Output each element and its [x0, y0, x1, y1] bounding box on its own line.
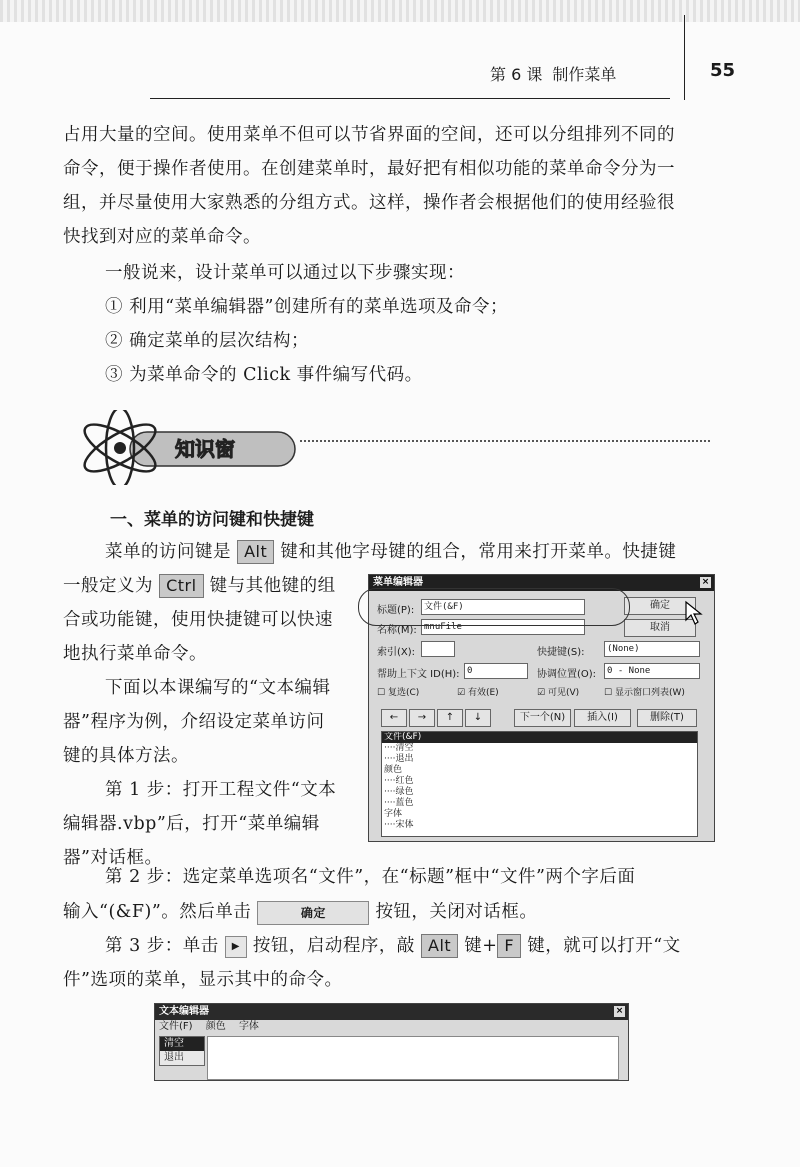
paragraph-line: 占用大量的空间。使用菜单不但可以节省界面的空间，还可以分组排列不同的 — [63, 125, 675, 145]
text-fragment: 键+ — [464, 936, 498, 956]
text-fragment: 键，就可以打开“文 — [527, 936, 681, 956]
list-item[interactable]: 文件(&F) — [382, 732, 697, 743]
caption-highlight-outline — [358, 588, 630, 626]
cursor-arrow-icon — [684, 600, 704, 626]
window-title: 文本编辑器 — [159, 1006, 209, 1017]
caption-input[interactable]: 文件(&F) — [421, 599, 585, 615]
menu-item-clear[interactable]: 清空 — [160, 1037, 204, 1051]
paragraph-line: 第 1 步：打开工程文件“文本 — [105, 780, 337, 800]
header-vertical-rule — [684, 15, 685, 100]
paragraph-line: 器”程序为例，介绍设定菜单访问 — [63, 712, 325, 732]
negotiate-label: 协调位置(O): — [537, 669, 597, 680]
text-editor-window — [154, 1003, 629, 1081]
text-fragment: 菜单的访问键是 — [105, 542, 231, 562]
checkbox-label: 显示窗口列表(W) — [614, 688, 685, 698]
arrow-right-button[interactable]: → — [409, 709, 435, 727]
delete-button[interactable]: 删除(T) — [637, 709, 697, 727]
text-fragment: 键与其他键的组 — [209, 576, 336, 596]
list-item[interactable]: ····清空 — [384, 743, 414, 753]
window-titlebar — [155, 1004, 628, 1020]
lesson-number: 第 6 课 — [490, 65, 543, 84]
checked-checkbox[interactable]: ☐ 复选(C) — [377, 688, 420, 698]
header-rule — [150, 98, 670, 99]
paragraph-line — [63, 895, 537, 929]
page-number: 55 — [710, 60, 736, 81]
alt-key-image: Alt — [421, 934, 458, 958]
paragraph-line: 组，并尽量使用大家熟悉的分组方式。这样，操作者会根据他们的使用经验很 — [63, 193, 675, 213]
badge-label: 知识窗 — [175, 437, 235, 461]
help-context-input[interactable]: 0 — [464, 663, 528, 679]
step-item: ① 利用“菜单编辑器”创建所有的菜单选项及命令； — [105, 297, 508, 317]
shortcut-select[interactable]: (None) — [604, 641, 700, 657]
step-item: ② 确定菜单的层次结构； — [105, 331, 310, 351]
list-item[interactable]: 颜色 — [384, 765, 403, 775]
paragraph-line: 合或功能键，使用快捷键可以快速 — [63, 610, 333, 630]
paragraph-line — [105, 929, 681, 963]
paragraph-line: 快找到对应的菜单命令。 — [63, 227, 261, 247]
paragraph-line: 下面以本课编写的“文本编辑 — [105, 678, 331, 698]
visible-checkbox[interactable]: ☑ 可见(V) — [537, 688, 580, 698]
paragraph-line: 器”对话框。 — [63, 848, 163, 868]
paragraph-line: 命令，便于操作者使用。在创建菜单时，最好把有相似功能的菜单命令分为一 — [63, 159, 675, 179]
paragraph-line: 编辑器.vbp”后，打开“菜单编辑 — [63, 814, 320, 834]
checkbox-label: 复选(C) — [387, 688, 420, 698]
close-icon[interactable]: × — [701, 577, 710, 587]
run-button-icon: ▶ — [225, 936, 247, 958]
negotiate-select[interactable]: 0 - None — [604, 663, 700, 679]
paragraph-line: 件”选项的菜单，显示其中的命令。 — [63, 970, 343, 990]
list-item[interactable]: ····退出 — [384, 754, 414, 764]
menu-file[interactable]: 文件(F) — [159, 1021, 193, 1032]
running-header — [490, 62, 616, 85]
help-context-label: 帮助上下文 ID(H): — [377, 669, 460, 680]
ok-button-image: 确定 — [257, 901, 369, 925]
text-fragment: 输入“(&F)”。然后单击 — [63, 902, 252, 922]
menu-bar — [155, 1020, 628, 1034]
caption-label: 标题(P): — [377, 605, 415, 616]
insert-button[interactable]: 插入(I) — [574, 709, 631, 727]
text-fragment: 按钮，启动程序，敲 — [252, 936, 415, 956]
list-item[interactable]: ····红色 — [384, 776, 414, 786]
knowledge-window-badge — [75, 410, 300, 485]
text-fragment: 一般定义为 — [63, 576, 153, 596]
enabled-checkbox[interactable]: ☑ 有效(E) — [457, 688, 499, 698]
paragraph-line: 第 2 步：选定菜单选项名“文件”，在“标题”框中“文件”两个字后面 — [105, 867, 636, 887]
arrow-left-button[interactable]: ← — [381, 709, 407, 727]
chapter-title: 制作菜单 — [552, 65, 617, 84]
text-fragment: 键和其他字母键的组合，常用来打开菜单。快捷键 — [280, 542, 677, 562]
cancel-button[interactable]: 取消 — [624, 619, 696, 637]
paragraph-line — [63, 569, 336, 603]
list-item[interactable]: ····宋体 — [384, 820, 414, 830]
ctrl-key-image: Ctrl — [159, 574, 203, 598]
index-input[interactable] — [421, 641, 455, 657]
menu-color[interactable]: 颜色 — [205, 1021, 226, 1032]
index-label: 索引(X): — [377, 647, 416, 658]
text-fragment: 第 3 步：单击 — [105, 936, 219, 956]
shortcut-label: 快捷键(S): — [537, 647, 585, 658]
paragraph-line: 键的具体方法。 — [63, 746, 189, 766]
text-fragment: 按钮，关闭对话框。 — [375, 902, 538, 922]
alt-key-image: Alt — [237, 540, 274, 564]
list-item[interactable]: ····蓝色 — [384, 798, 414, 808]
dotted-divider — [300, 440, 710, 442]
step-item: ③ 为菜单命令的 Click 事件编写代码。 — [105, 365, 423, 385]
menu-font[interactable]: 字体 — [238, 1021, 259, 1032]
checkbox-label: 有效(E) — [467, 688, 499, 698]
text-area[interactable] — [207, 1036, 619, 1080]
f-key-image: F — [497, 934, 521, 958]
list-item[interactable]: 字体 — [384, 809, 403, 819]
dialog-title: 菜单编辑器 — [373, 577, 423, 588]
section-title: 一、菜单的访问键和快捷键 — [110, 510, 314, 530]
paragraph-line: 一般说来，设计菜单可以通过以下步骤实现： — [105, 263, 465, 283]
close-icon[interactable]: × — [615, 1006, 624, 1016]
next-button[interactable]: 下一个(N) — [514, 709, 571, 727]
scan-edge-band — [0, 0, 800, 22]
windowlist-checkbox[interactable]: ☐ 显示窗口列表(W) — [604, 688, 685, 698]
paragraph-line — [105, 535, 676, 569]
arrow-down-button[interactable]: ↓ — [465, 709, 491, 727]
menu-item-exit[interactable]: 退出 — [164, 1052, 184, 1063]
file-menu-dropdown — [159, 1036, 205, 1066]
ok-button[interactable]: 确定 — [624, 597, 696, 615]
name-input[interactable]: mnuFile — [421, 619, 585, 635]
name-label: 名称(M): — [377, 625, 417, 636]
menu-items-list[interactable] — [381, 731, 698, 837]
arrow-up-button[interactable]: ↑ — [437, 709, 463, 727]
list-item[interactable]: ····绿色 — [384, 787, 414, 797]
checkbox-label: 可见(V) — [547, 688, 580, 698]
paragraph-line: 地执行菜单命令。 — [63, 644, 207, 664]
